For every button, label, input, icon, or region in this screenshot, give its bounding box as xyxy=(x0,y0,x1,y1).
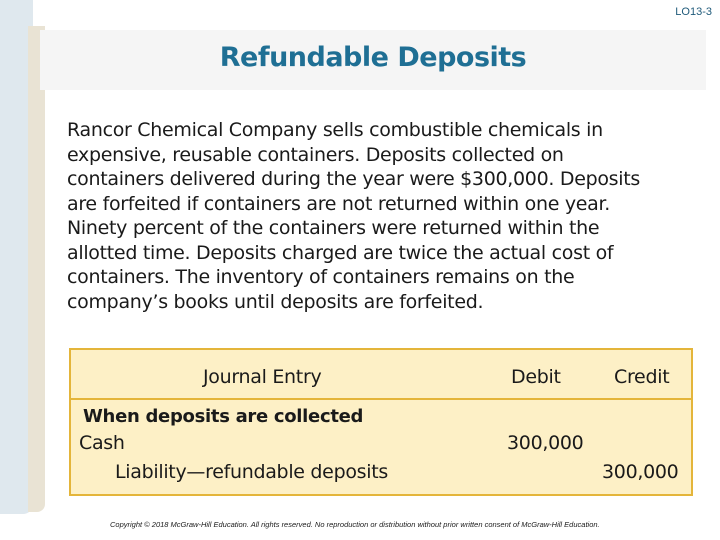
copyright-footer: Copyright © 2018 McGraw-Hill Education. All rights reserved. No reproduction or distribution without prior written consent of McGraw-Hill Education. xyxy=(110,520,600,529)
row-account-cash: Cash xyxy=(79,432,125,454)
journal-entry-table xyxy=(69,348,693,496)
paragraph-line: are forfeited if containers are not returned within one year. xyxy=(67,192,611,215)
row-account-liability: Liability—refundable deposits xyxy=(115,461,388,483)
row-credit-liability: 300,000 xyxy=(602,461,679,483)
section-title: When deposits are collected xyxy=(83,406,364,427)
header-credit: Credit xyxy=(614,366,670,388)
header-divider xyxy=(71,398,691,400)
paragraph-line: containers. The inventory of containers remains on the xyxy=(67,266,575,288)
left-accent-bar-inner xyxy=(28,26,45,512)
header-debit: Debit xyxy=(511,366,561,388)
problem-paragraph xyxy=(67,118,687,314)
paragraph-line: allotted time. Deposits charged are twice the actual cost of xyxy=(67,241,614,264)
row-debit-cash: 300,000 xyxy=(507,432,584,454)
paragraph-line: Ninety percent of the containers were returned within the xyxy=(67,217,600,239)
paragraph-line: containers delivered during the year were $300,000. Deposits xyxy=(67,168,640,190)
paragraph-line: company’s books until deposits are forfeited. xyxy=(67,290,484,313)
paragraph-line: Rancor Chemical Company sells combustible chemicals in xyxy=(67,119,603,141)
slide-title: Refundable Deposits xyxy=(219,42,527,73)
paragraph-line: expensive, reusable containers. Deposits collected on xyxy=(67,143,564,166)
header-journal-entry: Journal Entry xyxy=(203,366,322,388)
learning-objective-tag: LO13-3 xyxy=(675,6,712,18)
